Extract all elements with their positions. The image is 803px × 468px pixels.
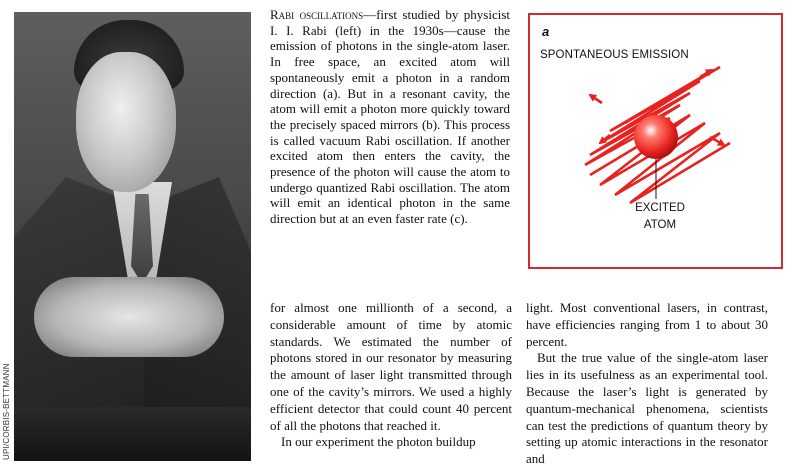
rabi-photo [14, 12, 251, 461]
figure-panel-a [528, 13, 783, 269]
paragraph: light. Most conventional lasers, in contrast, have efficiencies ranging from 1 to about 30 percent. [526, 300, 768, 349]
paragraph: In our experiment the photon buildup [281, 434, 476, 450]
caption-lead: Rabi oscillations [270, 7, 364, 22]
body-column-right [526, 300, 768, 468]
excited-atom-label [625, 200, 695, 234]
figure-caption [270, 7, 510, 227]
figure-title: SPONTANEOUS EMISSION [540, 49, 689, 61]
paragraph: for almost one millionth of a second, a considerable amount of time by atomic standards. We estimated the number of photons stored in our resonator by measuring the amount of laser light transmitted through one of the cavity’s mirrors. We used a highly efficient detector that could count 40 percent of all the photons that reached it. [270, 300, 512, 433]
emission-arrow-icon [710, 137, 724, 145]
excited-atom [634, 115, 678, 159]
figure-letter: a [542, 24, 550, 39]
emission-arrow-icon [590, 95, 602, 103]
paragraph: But the true value of the single-atom laser lies in its usefulness as an experimental tool. Because the laser’s light is generated by quantum-mechanical phenomena, scientists can test the predictions of quantum theory by setting up atomic interactions in the resonator and [526, 350, 768, 467]
photo-desk [14, 407, 251, 461]
photo-face [76, 52, 176, 192]
excited-atom-label-line2: ATOM [643, 219, 677, 231]
caption-body: —first studied by physicist I. I. Rabi (left) in the 1930s—cause the emission of photons in the single-atom laser. In free space, an excited atom will spontaneously emit a photon in a random direction (a). But in a resonant cavity, the atom will emit a photon more quickly toward the precisely spaced mirrors (b). This process is called vacuum Rabi oscillation. If another excited atom then enters the cavity, the presence of the photon will cause the atom to undergo quantized Rabi oscillation. The atom will emit an identical photon in the same direction but at an even faster rate (c). [270, 7, 511, 227]
photo-hands [34, 277, 224, 357]
photo-credit: UPI/CORBIS-BETTMANN [2, 363, 11, 460]
body-column-left [270, 300, 512, 451]
excited-atom-label-line1: EXCITED [635, 202, 685, 214]
